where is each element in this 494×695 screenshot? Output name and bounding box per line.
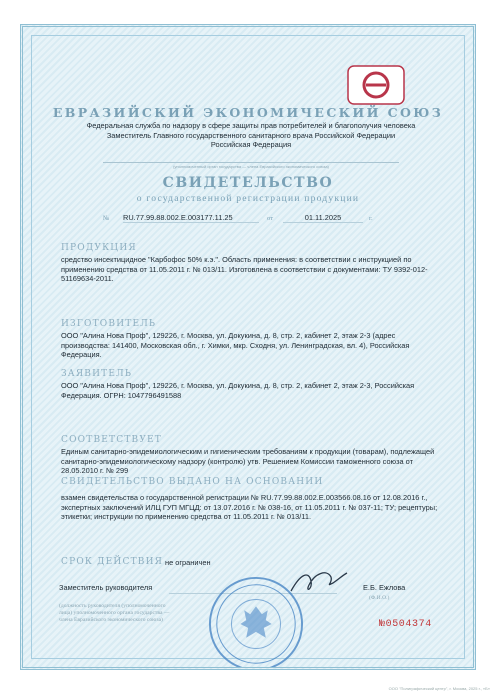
basis-text: взамен свидетельства о государственной регистрации № RU.77.99.88.002.E.003566.08.16 от 12.08.2016 г., экспертных заключений ИЛЦ ГУП МГЦД: от 13.07.2016 г. № 038-16, от 11.05.2011 г. № 037-11; ТУ; рецептуры; этикетки; инструкции по применению средства от 11.05.2011 г. № 013/11.: [61, 493, 438, 522]
footer-caption: (должность руководителя (уполномоченного лица) уполномоченного органа государства — члена Евразийского экономического союза): [59, 603, 170, 623]
signer-name: Е.Б. Ежлова: [363, 583, 406, 592]
manufacturer-text: ООО "Алина Нова Проф", 129226, г. Москва, ул. Докукина, д. 8, стр. 2, кабинет 2, этаж 2-3 (адрес производства: 141400, Московская обл., г. Химки, мкр. Сходня, ул. Ленинградская, вл. 4), Российская Федерация.: [61, 331, 410, 360]
certificate-sheet: [20, 24, 476, 670]
validity-heading: СРОК ДЕЙСТВИЯ: [61, 557, 164, 567]
agency-line-3: Российская Федерация: [210, 140, 292, 150]
signer-name-caption: (Ф.И.О.): [369, 595, 390, 601]
printer-note: ООО "Полиграфический центр", г. Москва, 2025 г., «Б»: [388, 686, 490, 691]
product-text: средство инсектицидное "Карбофос 50% к.э.". Область применения: в соответствии с инструкцией по применению средства от 11.05.2011 г. № 013/11. Изготовлена в соответствии с документами: ТУ 9392-012-51169634-2011.: [61, 255, 428, 284]
validity-value: не ограничен: [165, 558, 211, 567]
registration-number: RU.77.99.88.002.E.003177.11.25: [123, 213, 259, 223]
applicant-text: ООО "Алина Нова Проф", 129226, г. Москва, ул. Докукина, д. 8, стр. 2, кабинет 2, этаж 2-3, Российская Федерация. ОГРН: 1047796491588: [61, 381, 415, 400]
signer-role: Заместитель руководителя: [59, 583, 153, 592]
basis-heading: СВИДЕТЕЛЬСТВО ВЫДАНО НА ОСНОВАНИИ: [61, 477, 324, 487]
conforms-heading: СООТВЕТСТВУЕТ: [61, 435, 163, 445]
applicant-heading: ЗАЯВИТЕЛЬ: [61, 369, 133, 379]
certificate-subtitle: о государственной регистрации продукции: [136, 193, 360, 204]
agency-caption: (уполномоченный орган государства — члена Евразийского экономического союза): [103, 162, 399, 169]
agency-line-1: Федеральная служба по надзору в сфере защиты прав потребителей и благополучия человека: [86, 121, 416, 130]
manufacturer-heading: ИЗГОТОВИТЕЛЬ: [61, 319, 157, 329]
agency-block: [53, 121, 449, 150]
number-label: №: [103, 215, 110, 222]
official-seal: [207, 575, 305, 670]
date-label: от: [267, 215, 274, 222]
serial-number: №0504374: [379, 619, 432, 630]
certificate-title: СВИДЕТЕЛЬСТВО: [162, 175, 334, 191]
eac-logo: [347, 65, 405, 105]
year-suffix: г.: [369, 215, 373, 222]
union-title: ЕВРАЗИЙСКИЙ ЭКОНОМИЧЕСКИЙ СОЮЗ: [52, 105, 444, 120]
conforms-text: Единым санитарно-эпидемиологическим и гигиеническим требованиям к продукции (товарам), подлежащей санитарно-эпидемиологическому надзору (контролю) утв. Решением Комиссии таможенного союза от 28.05.2010 г. № 299: [61, 447, 435, 476]
registration-date: 01.11.2025: [283, 213, 363, 223]
product-heading: ПРОДУКЦИЯ: [61, 243, 137, 253]
agency-line-2: Заместитель Главного государственного санитарного врача Российской Федерации: [106, 130, 396, 140]
